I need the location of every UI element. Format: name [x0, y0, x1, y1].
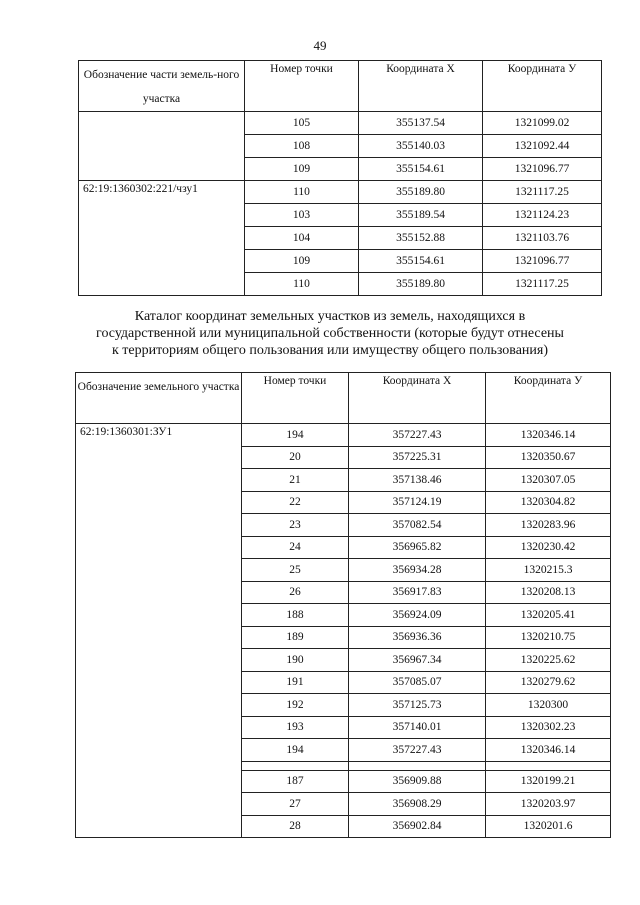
coord-y: 1321096.77 [483, 250, 602, 273]
coord-y: 1320283.96 [486, 514, 611, 537]
point-number: 22 [242, 491, 349, 514]
point-number: 187 [242, 770, 349, 793]
caption-line-2: государственной или муниципальной собственности (которые будут отнесены [96, 326, 564, 341]
coord-y: 1320350.67 [486, 446, 611, 469]
point-number: 23 [242, 514, 349, 537]
coord-y: 1320230.42 [486, 536, 611, 559]
coord-y: 1321092.44 [483, 135, 602, 158]
table-header-row [76, 373, 611, 424]
coord-y: 1320307.05 [486, 469, 611, 492]
coord-x: 355140.03 [359, 135, 483, 158]
point-number: 26 [242, 581, 349, 604]
empty-cell [349, 761, 486, 770]
empty-cell [242, 761, 349, 770]
header-coord-y: Координата У [486, 373, 611, 424]
table-row [79, 181, 602, 204]
point-number: 25 [242, 559, 349, 582]
header-designation: Обозначение части земель-ного участка [79, 61, 245, 112]
plot-part-designation [79, 112, 245, 181]
coord-x: 355189.80 [359, 273, 483, 296]
header-coord-y: Координата У [483, 61, 602, 112]
coord-y: 1320304.82 [486, 491, 611, 514]
empty-cell [486, 761, 611, 770]
coordinates-table-land-plots [75, 372, 611, 838]
coord-y: 1320300 [486, 694, 611, 717]
coord-x: 357140.01 [349, 716, 486, 739]
page-number: 49 [313, 38, 327, 53]
coord-y: 1320205.41 [486, 604, 611, 627]
header-point-number: Номер точки [245, 61, 359, 112]
point-number: 28 [242, 815, 349, 838]
catalog-caption [60, 308, 600, 359]
coord-x: 356909.88 [349, 770, 486, 793]
coord-y: 1320302.23 [486, 716, 611, 739]
coord-x: 355137.54 [359, 112, 483, 135]
point-number: 109 [245, 158, 359, 181]
point-number: 192 [242, 694, 349, 717]
coord-x: 357138.46 [349, 469, 486, 492]
header-point-number: Номер точки [242, 373, 349, 424]
coord-x: 355189.80 [359, 181, 483, 204]
coord-x: 356902.84 [349, 815, 486, 838]
header-coord-x: Координата Х [359, 61, 483, 112]
point-number: 108 [245, 135, 359, 158]
coord-y: 1321099.02 [483, 112, 602, 135]
coord-y: 1321096.77 [483, 158, 602, 181]
table-row [76, 424, 611, 447]
table-header-row [79, 61, 602, 112]
point-number: 21 [242, 469, 349, 492]
point-number: 27 [242, 793, 349, 816]
coord-x: 356965.82 [349, 536, 486, 559]
point-number: 105 [245, 112, 359, 135]
coord-x: 356917.83 [349, 581, 486, 604]
coord-y: 1320201.6 [486, 815, 611, 838]
coord-y: 1320203.97 [486, 793, 611, 816]
coord-y: 1320210.75 [486, 626, 611, 649]
table-row [79, 112, 602, 135]
point-number: 103 [245, 204, 359, 227]
coord-x: 357125.73 [349, 694, 486, 717]
coord-x: 357227.43 [349, 424, 486, 447]
header-designation: Обозначение земельного участка [76, 373, 242, 424]
coord-y: 1320346.14 [486, 739, 611, 762]
point-number: 190 [242, 649, 349, 672]
coord-y: 1320279.62 [486, 671, 611, 694]
coord-y: 1321117.25 [483, 181, 602, 204]
coord-y: 1320225.62 [486, 649, 611, 672]
coord-y: 1320215.3 [486, 559, 611, 582]
point-number: 110 [245, 273, 359, 296]
coord-y: 1320208.13 [486, 581, 611, 604]
coord-x: 355152.88 [359, 227, 483, 250]
coord-x: 356934.28 [349, 559, 486, 582]
point-number: 109 [245, 250, 359, 273]
coord-x: 357124.19 [349, 491, 486, 514]
caption-line-3: к территориям общего пользования или имуществу общего пользования) [111, 343, 549, 358]
point-number: 24 [242, 536, 349, 559]
point-number: 110 [245, 181, 359, 204]
coord-y: 1321103.76 [483, 227, 602, 250]
coord-x: 357082.54 [349, 514, 486, 537]
coord-x: 356924.09 [349, 604, 486, 627]
coord-y: 1321124.23 [483, 204, 602, 227]
coordinates-table-parts [78, 60, 602, 296]
point-number: 193 [242, 716, 349, 739]
header-coord-x: Координата Х [349, 373, 486, 424]
coord-x: 357085.07 [349, 671, 486, 694]
coord-x: 355189.54 [359, 204, 483, 227]
point-number: 188 [242, 604, 349, 627]
coord-x: 356967.34 [349, 649, 486, 672]
coord-x: 357227.43 [349, 739, 486, 762]
point-number: 20 [242, 446, 349, 469]
land-plot-designation: 62:19:1360301:ЗУ1 [76, 424, 242, 838]
coord-y: 1321117.25 [483, 273, 602, 296]
coord-y: 1320199.21 [486, 770, 611, 793]
coord-x: 356908.29 [349, 793, 486, 816]
coord-x: 356936.36 [349, 626, 486, 649]
point-number: 194 [242, 739, 349, 762]
point-number: 194 [242, 424, 349, 447]
coord-x: 355154.61 [359, 250, 483, 273]
coord-x: 355154.61 [359, 158, 483, 181]
point-number: 104 [245, 227, 359, 250]
coord-x: 357225.31 [349, 446, 486, 469]
plot-part-designation: 62:19:1360302:221/чзу1 [79, 181, 245, 296]
caption-line-1: Каталог координат земельных участков из земель, находящихся в [134, 309, 526, 324]
coord-y: 1320346.14 [486, 424, 611, 447]
point-number: 191 [242, 671, 349, 694]
point-number: 189 [242, 626, 349, 649]
